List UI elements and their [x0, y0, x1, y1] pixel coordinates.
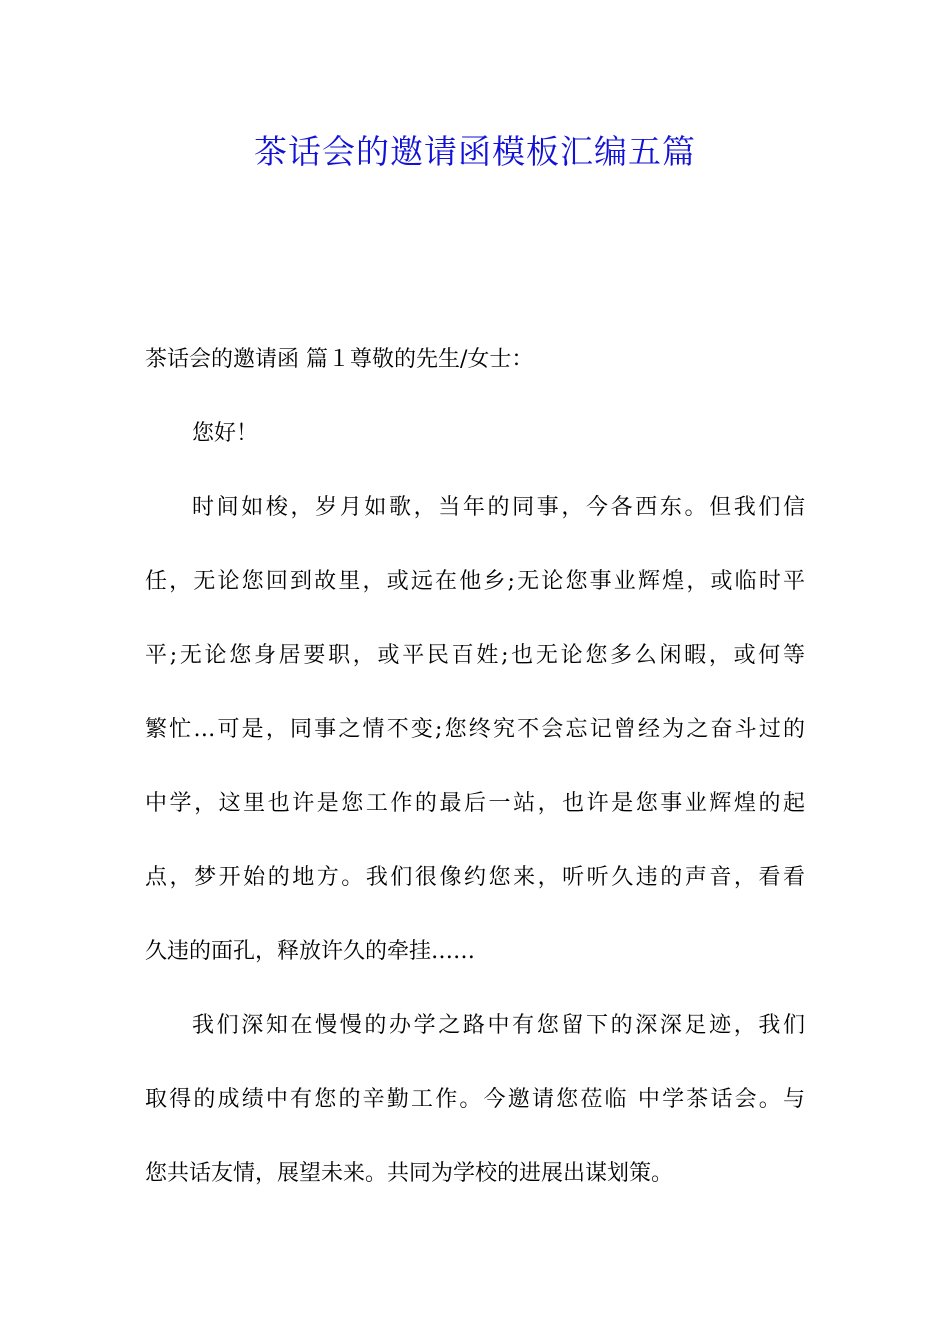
text-line: 平;无论您身居要职，或平民百姓;也无论您多么闲暇，或何等 [145, 643, 805, 668]
text-line: 任，无论您回到故里，或远在他乡;无论您事业辉煌，或临时平 [145, 569, 805, 594]
text-line: 取得的成绩中有您的辛勤工作。今邀请您莅临 中学茶话会。与 [145, 1087, 805, 1112]
text-line: 茶话会的邀请函 篇１尊敬的先生/女士： [145, 347, 534, 372]
text-line: 时间如梭，岁月如歌，当年的同事，今各西东。但我们信 [192, 495, 805, 520]
text-line: 我们深知在慢慢的办学之路中有您留下的深深足迹，我们 [192, 1013, 805, 1038]
text-line: 您共话友情，展望未来。共同为学校的进展出谋划策。 [145, 1161, 674, 1186]
text-line: 久违的面孔，释放许久的牵挂…… [145, 939, 476, 964]
text-line: 繁忙…可是，同事之情不变;您终究不会忘记曾经为之奋斗过的 [145, 717, 805, 742]
text-line: 中学，这里也许是您工作的最后一站，也许是您事业辉煌的起 [145, 791, 805, 816]
text-line: 您好！ [192, 421, 259, 446]
text-line: 点，梦开始的地方。我们很像约您来，听听久违的声音，看看 [145, 865, 805, 890]
page-title: 茶话会的邀请函模板汇编五篇 [254, 132, 696, 171]
